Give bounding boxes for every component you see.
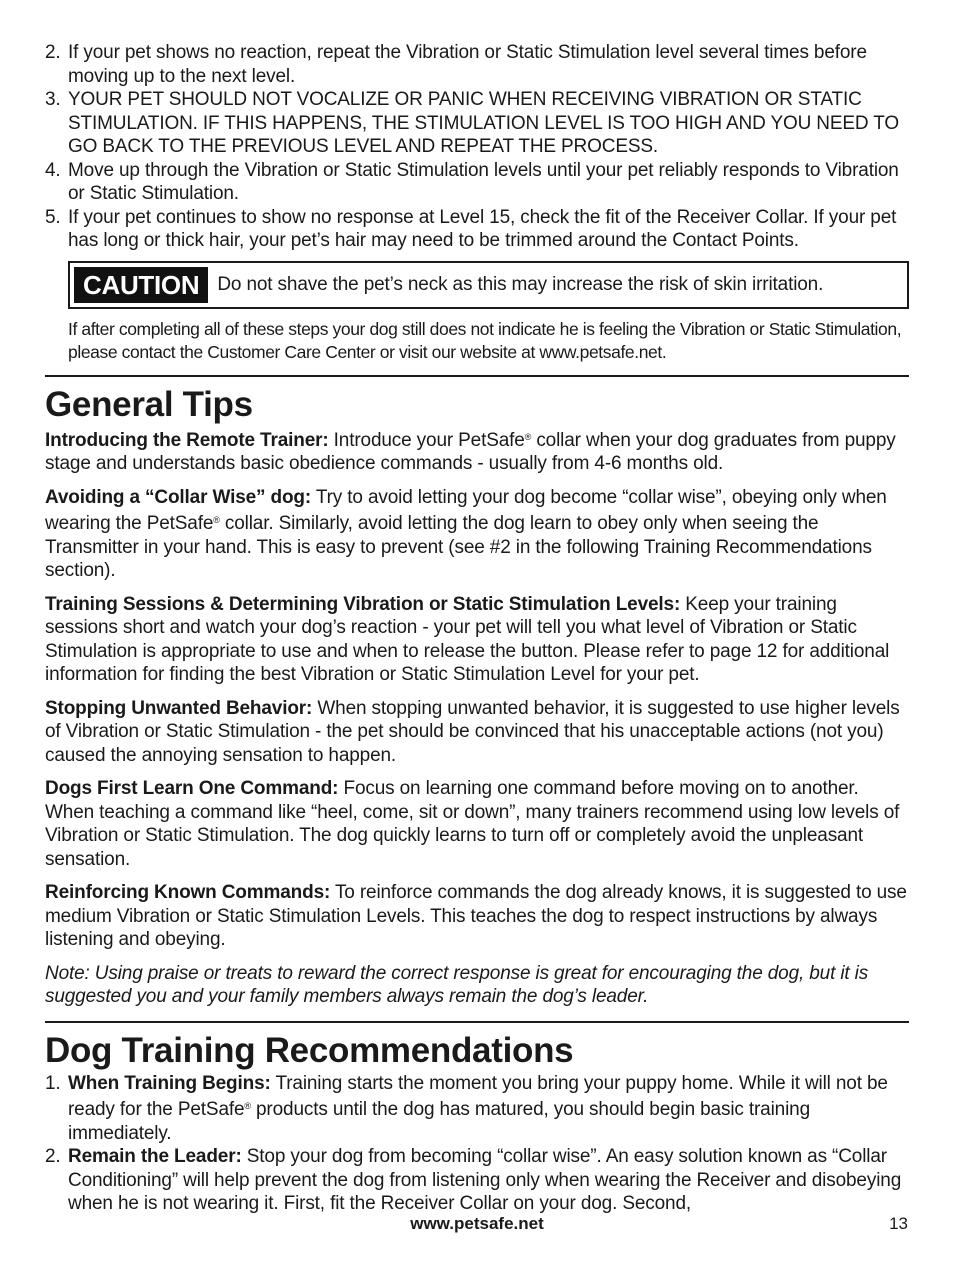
list-item: 2. Remain the Leader: Stop your dog from becoming “collar wise”. An easy solution known as “Collar Conditioning” will help prevent the dog from listening only when wearing the Receiver and disobeying when he is not wearing it. First, fit the Receiver Collar on your dog. Second, [45, 1146, 902, 1214]
tip-label: Avoiding a “Collar Wise” dog: [45, 486, 312, 508]
list-item [45, 41, 909, 88]
recommendations-list [45, 1072, 909, 1216]
caution-box [68, 261, 909, 309]
tip-one-command: Dogs First Learn One Command: Focus on learning one command before moving on to another. When teaching a command like “heel, come, sit or down”, many trainers recommend using low levels of Vibration or Static Stimulation. The dog quickly learns to turn off or completely avoid the unpleasant sensation. [45, 778, 900, 870]
section-heading-general-tips: General Tips [45, 384, 253, 424]
list-number: 2. [45, 42, 61, 63]
list-text: Move up through the Vibration or Static Stimulation levels until your pet reliably responds to Vibration or Static Stimulation. [68, 159, 899, 204]
list-number: 2. [45, 1146, 61, 1167]
tip-label: Stopping Unwanted Behavior: [45, 697, 313, 719]
item-label: Remain the Leader: [68, 1146, 242, 1167]
list-item [45, 159, 909, 206]
list-number: 4. [45, 159, 61, 181]
page-content [45, 41, 909, 1216]
tip-label: Reinforcing Known Commands: [45, 882, 331, 903]
list-number: 1. [45, 1072, 61, 1094]
registered-mark: ® [244, 1101, 251, 1111]
registered-mark: ® [213, 515, 220, 525]
list-text: YOUR PET SHOULD NOT VOCALIZE OR PANIC WHEN RECEIVING VIBRATION OR STATIC STIMULATION. IF THIS HAPPENS, THE STIMULATION LEVEL IS TOO HIGH AND YOU NEED TO GO BACK TO THE PREVIOUS LEVEL AND REPEAT THE PROCESS. [68, 89, 900, 157]
tip-training-sessions: Training Sessions & Determining Vibration or Static Stimulation Levels: Keep your training sessions short and watch your dog’s reaction - your pet will tell you what level of Vibration or Static Stimulation is appropriate to use and when to release the button. Please refer to page 12 for additional information for finding the best Vibration or Static Stimulation Level for your pet. [45, 593, 890, 685]
list-text: If your pet continues to show no response at Level 15, check the fit of the Receiver Collar. If your pet has long or thick hair, your pet’s hair may need to be trimmed around the Contact Points. [68, 206, 897, 251]
tip-avoiding-collar-wise: Avoiding a “Collar Wise” dog: Try to avoid letting your dog become “collar wise”, obeying only when wearing the PetSafe® collar. Similarly, avoid letting the dog learn to obey only when seeing the Transmitter in your hand. This is easy to prevent (see #2 in the following Training Recommendations section). [45, 486, 887, 581]
tip-stopping-unwanted-behavior: Stopping Unwanted Behavior: When stopping unwanted behavior, it is suggested to use higher levels of Vibration or Static Stimulation - the pet should be convinced that his unacceptable actions (not you) caused the annoying sensation to happen. [45, 697, 900, 766]
footer-website: www.petsafe.net [410, 1214, 544, 1233]
tip-label: Introducing the Remote Trainer: [45, 429, 329, 451]
tip-label: Dogs First Learn One Command: [45, 778, 339, 799]
note-paragraph: Note: Using praise or treats to reward the correct response is great for encouraging the dog, but it is suggested you and your family members always remain the dog’s leader. [45, 962, 869, 1007]
list-item: 1. When Training Begins: Training starts the moment you bring your puppy home. While it will not be ready for the PetSafe® products until the dog has matured, you should begin basic training immediately. [45, 1072, 888, 1144]
item-label: When Training Begins: [68, 1072, 271, 1094]
list-text: If your pet shows no reaction, repeat the Vibration or Static Stimulation level several times before moving up to the next level. [68, 42, 867, 87]
section-heading-recommendations: Dog Training Recommendations [45, 1030, 574, 1070]
support-paragraph: If after completing all of these steps your dog still does not indicate he is feeling the Vibration or Static Stimulation, please contact the Customer Care Center or visit our website at www.petsafe.net. [68, 318, 902, 362]
caution-text: Do not shave the pet’s neck as this may increase the risk of skin irritation. [217, 273, 824, 295]
caution-badge: CAUTION [74, 267, 208, 303]
page-number: 13 [889, 1214, 908, 1233]
tip-label: Training Sessions & Determining Vibration or Static Stimulation Levels: [45, 593, 681, 615]
section-divider [45, 1021, 909, 1023]
top-numbered-list [45, 41, 909, 253]
list-item [45, 88, 909, 159]
list-number: 5. [45, 206, 61, 228]
registered-mark: ® [524, 431, 532, 442]
section-divider [45, 375, 909, 377]
tip-reinforcing-commands: Reinforcing Known Commands: To reinforce commands the dog already knows, it is suggested to use medium Vibration or Static Stimulation Levels. This teaches the dog to respect instructions by always listening and obeying. [45, 882, 907, 950]
tip-introducing-remote-trainer: Introducing the Remote Trainer: Introduce your PetSafe® collar when your dog graduates from puppy stage and understands basic obedience commands - usually from 4-6 months old. [45, 429, 896, 474]
list-item [45, 206, 909, 253]
list-number: 3. [45, 89, 61, 110]
